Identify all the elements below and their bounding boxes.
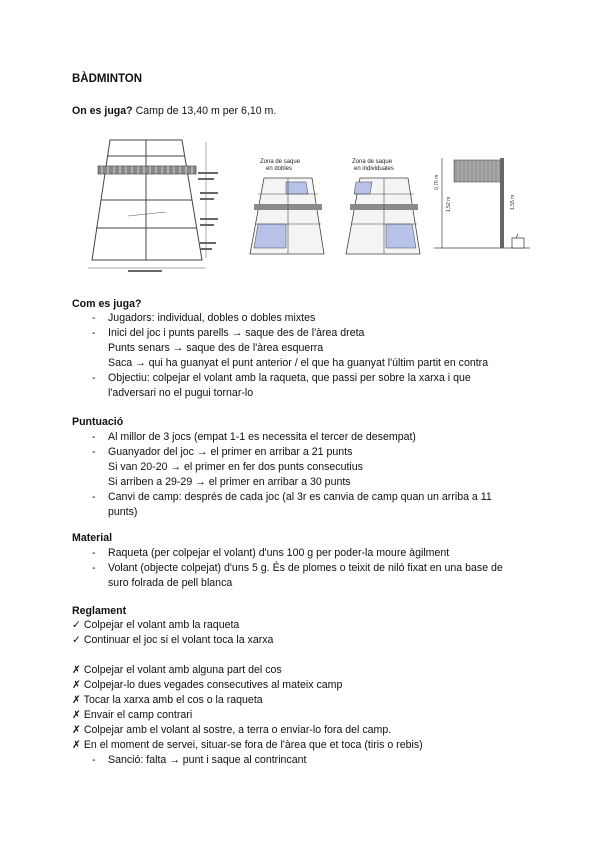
rules-heading: Reglament bbox=[72, 605, 127, 617]
cross-icon: ✗ bbox=[72, 709, 81, 721]
allowed-rule-text: Colpejar el volant amb la raqueta bbox=[83, 619, 240, 631]
scoring-item-1-line-1: Al millor de 3 jocs (empat 1-1 es necessita el tercer de desempat) bbox=[108, 431, 416, 443]
how-item-1-line-1: Jugadors: individual, dobles o dobles mixtes bbox=[108, 312, 316, 324]
net-height-figure bbox=[432, 150, 532, 260]
net-height-mid-label: 1,52 m bbox=[446, 196, 452, 212]
net-height-low-label: 0,76 m bbox=[434, 174, 440, 190]
how-item-1-dash: - bbox=[92, 312, 96, 324]
scoring-item-3-line-1: Canvi de camp: després de cada joc (al 3r es canvia de camp quan un arriba a 11 bbox=[108, 491, 492, 503]
sanction-text: Sanció: falta → punt i saque al contrincant bbox=[108, 754, 307, 766]
material-item-2-line-1: Volant (objecte colpejat) d'uns 5 g. És de plomes o teixit de niló fixat en una base de bbox=[108, 562, 503, 574]
scoring-item-2-line-1: Guanyador del joc → el primer en arribar a 21 punts bbox=[108, 446, 353, 458]
how-item-2-line-1: Inici del joc i punts parells → saque des de l'àrea dreta bbox=[108, 327, 365, 339]
how-item-3-line-1: Objectiu: colpejar el volant amb la raqueta, que passi per sobre la xarxa i que bbox=[108, 372, 471, 384]
cross-icon: ✗ bbox=[72, 739, 81, 751]
forbidden-rule-text: Colpejar el volant amb alguna part del cos bbox=[83, 664, 282, 676]
forbidden-rule-4 bbox=[72, 708, 192, 722]
doubles-label-line1: Zona de saque bbox=[260, 159, 301, 165]
how-item-2-dash: - bbox=[92, 327, 96, 339]
scoring-item-3-dash: - bbox=[92, 491, 96, 503]
how-item-3-line-2: l'adversari no el pugui tornar-lo bbox=[108, 387, 254, 399]
net-height-total-label: 1,55 m bbox=[510, 194, 516, 210]
material-item-2-dash: - bbox=[92, 562, 96, 574]
forbidden-rule-1 bbox=[72, 663, 282, 677]
sanction-dash: - bbox=[92, 754, 96, 766]
material-item-1-line-1: Raqueta (per colpejar el volant) d'uns 100 g per poder-la moure àgilment bbox=[108, 547, 450, 559]
how-item-2-line-3: Saca → qui ha guanyat el punt anterior / el que ha guanyat l'últim partit en contra bbox=[108, 357, 489, 369]
forbidden-rule-5 bbox=[72, 723, 391, 737]
forbidden-rule-text: Envair el camp contrari bbox=[83, 709, 193, 721]
where-text: Camp de 13,40 m per 6,10 m. bbox=[135, 105, 277, 117]
forbidden-rule-3 bbox=[72, 693, 263, 707]
check-icon: ✓ bbox=[72, 634, 81, 646]
scoring-item-2-line-2: Si van 20-20 → el primer en fer dos punts consecutius bbox=[108, 461, 363, 473]
where-paragraph bbox=[72, 104, 276, 118]
singles-service-zone-figure bbox=[342, 150, 426, 260]
where-heading: On es juga? bbox=[72, 105, 133, 117]
doc-title: BÀDMINTON bbox=[72, 73, 143, 85]
scoring-heading: Puntuació bbox=[72, 416, 124, 428]
check-icon: ✓ bbox=[72, 619, 81, 631]
allowed-rule-text: Continuar el joc si el volant toca la xarxa bbox=[83, 634, 274, 646]
scoring-item-2-line-3: Si arriben a 29-29 → el primer en arribar a 30 punts bbox=[108, 476, 351, 488]
singles-label-line1: Zona de saque bbox=[352, 159, 393, 165]
how-heading: Com es juga? bbox=[72, 298, 142, 310]
forbidden-rule-text: Tocar la xarxa amb el cos o la raqueta bbox=[83, 694, 263, 706]
court-diagram-figure bbox=[88, 132, 228, 277]
doubles-service-zone-figure bbox=[246, 150, 330, 260]
singles-label-line2: en individuales bbox=[354, 166, 394, 172]
forbidden-rule-6 bbox=[72, 738, 423, 752]
material-item-2-line-2: suro folrada de pell blanca bbox=[108, 577, 233, 589]
cross-icon: ✗ bbox=[72, 694, 81, 706]
scoring-item-2-dash: - bbox=[92, 446, 96, 458]
forbidden-rule-2 bbox=[72, 678, 342, 692]
cross-icon: ✗ bbox=[72, 724, 81, 736]
forbidden-rule-text: Colpejar amb el volant al sostre, a terra o enviar-lo fora del camp. bbox=[83, 724, 392, 736]
how-item-3-dash: - bbox=[92, 372, 96, 384]
doubles-label-line2: en dobles bbox=[266, 166, 293, 172]
how-item-2-line-2: Punts senars → saque des de l'àrea esquerra bbox=[108, 342, 324, 354]
scoring-item-1-dash: - bbox=[92, 431, 96, 443]
scoring-item-3-line-2: punts) bbox=[108, 506, 138, 518]
material-heading: Material bbox=[72, 532, 113, 544]
allowed-rule-1 bbox=[72, 618, 239, 632]
forbidden-rule-text: Colpejar-lo dues vegades consecutives al mateix camp bbox=[83, 679, 343, 691]
allowed-rule-2 bbox=[72, 633, 273, 647]
cross-icon: ✗ bbox=[72, 664, 81, 676]
forbidden-rule-text: En el moment de servei, situar-se fora de l'àrea que et toca (tiris o rebis) bbox=[83, 739, 423, 751]
cross-icon: ✗ bbox=[72, 679, 81, 691]
material-item-1-dash: - bbox=[92, 547, 96, 559]
